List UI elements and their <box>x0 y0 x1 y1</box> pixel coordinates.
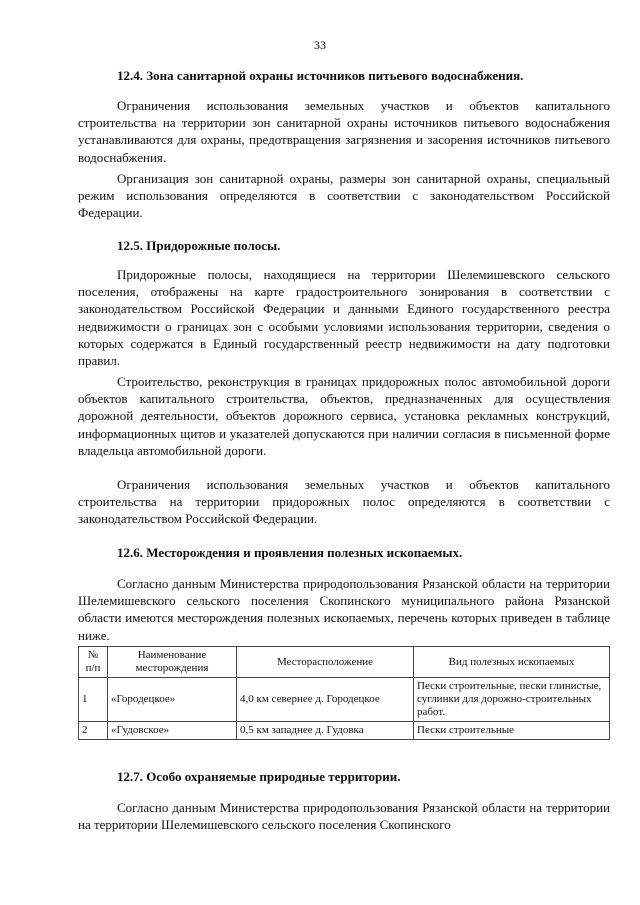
table-cell: 0,5 км западнее д. Гудовка <box>237 722 414 740</box>
section-12-5-paragraph-1: Придорожные полосы, находящиеся на территории Шелемишевского сельского поселения, отображены на карте градостроительного зонирования в соответствии с законодательством Российской Федерации и данными Единого государственного реестра недвижимости о границах зон с особыми условиями использования территории, сведения о которых содержатся в Единый государственный реестр недвижимости на дату подготовки правил. <box>78 267 610 369</box>
table-row <box>79 678 610 722</box>
table-cell: Пески строительные, пески глинистые, суглинки для дорожно-строительных работ. <box>414 678 610 722</box>
section-12-5-paragraph-3: Ограничения использования земельных участков и объектов капитального строительства на территории придорожных полос определяются в соответствии с законодательством Российской Федерации. <box>78 477 610 527</box>
section-12-7-heading: 12.7. Особо охраняемые природные территории. <box>117 769 401 784</box>
section-12-4-heading: 12.4. Зона санитарной охраны источников питьевого водоснабжения. <box>117 68 524 83</box>
page-number: 33 <box>314 38 326 52</box>
section-12-6-heading: 12.6. Месторождения и проявления полезных ископаемых. <box>117 545 463 560</box>
table-header-cell: Вид полезных ископаемых <box>414 647 610 678</box>
table-cell: 2 <box>79 722 108 740</box>
table-header-cell: Месторасположение <box>237 647 414 678</box>
table-cell: «Гудовское» <box>108 722 237 740</box>
table-cell: «Городецкое» <box>108 678 237 722</box>
table-cell: 4,0 км севернее д. Городецкое <box>237 678 414 722</box>
table-header-cell: № п/п <box>79 647 108 678</box>
section-12-4-paragraph-1: Ограничения использования земельных участков и объектов капитального строительства на территории зон санитарной охраны источников питьевого водоснабжения устанавливаются для охраны, предотвращения загрязнения и засорения источников питьевого водоснабжения. <box>78 98 610 165</box>
table-row <box>79 722 610 740</box>
section-12-5-paragraph-2: Строительство, реконструкция в границах придорожных полос автомобильной дороги объектов капитального строительства, объектов, предназначенных для осуществления дорожной деятельности, объектов дорожного сервиса, установка рекламных конструкций, информационных щитов и указателей допускаются при наличии согласия в письменной форме владельца автомобильной дороги. <box>78 374 610 458</box>
section-12-5-heading: 12.5. Придорожные полосы. <box>117 238 281 253</box>
table-header-row <box>79 647 610 678</box>
section-12-6-paragraph-1: Согласно данным Министерства природопользования Рязанской области на территории Шелемишевского сельского поселения Скопинского муниципального района Рязанской области имеются месторождения полезных ископаемых, перечень которых приведен в таблице ниже. <box>78 576 610 643</box>
table-cell: Пески строительные <box>414 722 610 740</box>
deposits-table <box>78 646 610 740</box>
section-12-4-paragraph-2: Организация зон санитарной охраны, размеры зон санитарной охраны, специальный режим использования определяются в соответствии с законодательством Российской Федерации. <box>78 171 610 221</box>
section-12-7-paragraph-1: Согласно данным Министерства природопользования Рязанской области на территории на территории Шелемишевского сельского поселения Скопинского <box>78 800 610 833</box>
table-cell: 1 <box>79 678 108 722</box>
table-header-cell: Наименование месторождения <box>108 647 237 678</box>
